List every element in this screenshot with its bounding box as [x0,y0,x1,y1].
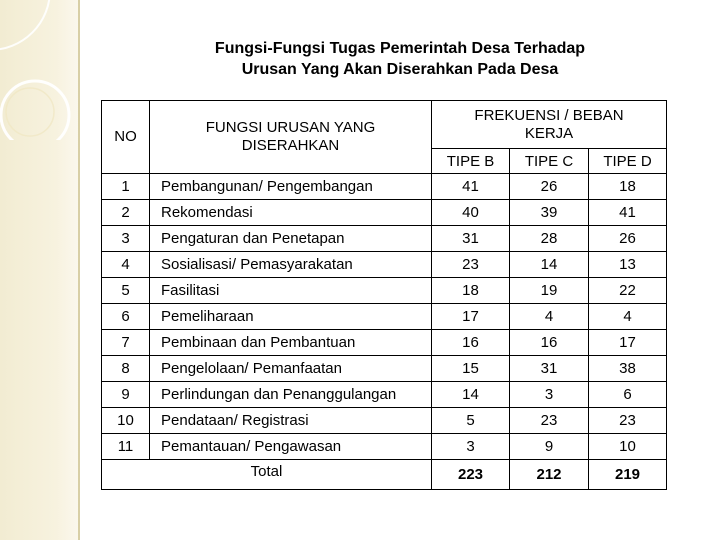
row-no: 10 [102,408,150,434]
table-row [102,304,667,330]
row-tipe-d: 6 [589,382,667,408]
table-row [102,278,667,304]
row-tipe-c: 9 [510,434,589,460]
row-tipe-b: 23 [432,252,510,278]
row-tipe-b: 40 [432,200,510,226]
table-row [102,226,667,252]
row-fungsi: Perlindungan dan Penanggulangan [150,382,432,408]
row-tipe-b: 18 [432,278,510,304]
row-tipe-c: 31 [510,356,589,382]
row-fungsi: Pembangunan/ Pengembangan [150,174,432,200]
table-row [102,252,667,278]
header-tipe-b: TIPE B [432,149,510,174]
row-tipe-b: 16 [432,330,510,356]
row-tipe-b: 15 [432,356,510,382]
row-tipe-b: 5 [432,408,510,434]
row-fungsi: Pengelolaan/ Pemanfaatan [150,356,432,382]
header-frekuensi: FREKUENSI / BEBAN KERJA [432,101,667,149]
row-tipe-d: 26 [589,226,667,252]
table-row [102,356,667,382]
row-tipe-d: 4 [589,304,667,330]
row-fungsi: Pendataan/ Registrasi [150,408,432,434]
row-tipe-d: 13 [589,252,667,278]
header-fungsi: FUNGSI URUSAN YANG DISERAHKAN [150,101,432,174]
row-tipe-d: 41 [589,200,667,226]
header-row [102,101,667,149]
row-no: 11 [102,434,150,460]
row-fungsi: Pengaturan dan Penetapan [150,226,432,252]
row-tipe-c: 23 [510,408,589,434]
row-tipe-c: 28 [510,226,589,252]
row-tipe-b: 41 [432,174,510,200]
table-row [102,434,667,460]
row-tipe-c: 39 [510,200,589,226]
row-no: 1 [102,174,150,200]
total-tipe-b: 223 [432,460,510,490]
title-line-2: Urusan Yang Akan Diserahkan Pada Desa [241,61,559,78]
header-no: NO [102,101,150,174]
total-tipe-d: 219 [589,460,667,490]
row-tipe-c: 3 [510,382,589,408]
table-row [102,200,667,226]
table-row [102,382,667,408]
row-tipe-c: 19 [510,278,589,304]
row-tipe-c: 16 [510,330,589,356]
row-no: 7 [102,330,150,356]
total-label: Total [102,460,432,490]
table-row [102,330,667,356]
row-no: 6 [102,304,150,330]
row-no: 4 [102,252,150,278]
row-no: 8 [102,356,150,382]
row-tipe-b: 17 [432,304,510,330]
row-tipe-b: 31 [432,226,510,252]
total-tipe-c: 212 [510,460,589,490]
row-tipe-d: 22 [589,278,667,304]
row-fungsi: Pemantauan/ Pengawasan [150,434,432,460]
row-tipe-b: 14 [432,382,510,408]
header-tipe-d: TIPE D [589,149,667,174]
row-no: 3 [102,226,150,252]
row-no: 2 [102,200,150,226]
row-tipe-c: 26 [510,174,589,200]
row-tipe-d: 10 [589,434,667,460]
table-row [102,174,667,200]
row-fungsi: Sosialisasi/ Pemasyarakatan [150,252,432,278]
frequency-table [101,100,667,490]
row-tipe-c: 4 [510,304,589,330]
title-line-1: Fungsi-Fungsi Tugas Pemerintah Desa Terhadap [214,40,586,57]
row-fungsi: Pembinaan dan Pembantuan [150,330,432,356]
total-row [102,460,667,490]
row-tipe-d: 17 [589,330,667,356]
row-fungsi: Pemeliharaan [150,304,432,330]
row-tipe-d: 23 [589,408,667,434]
header-tipe-c: TIPE C [510,149,589,174]
table-row [102,408,667,434]
row-fungsi: Fasilitasi [150,278,432,304]
row-no: 9 [102,382,150,408]
row-no: 5 [102,278,150,304]
row-fungsi: Rekomendasi [150,200,432,226]
row-tipe-d: 18 [589,174,667,200]
row-tipe-b: 3 [432,434,510,460]
slide-title [120,38,680,80]
row-tipe-c: 14 [510,252,589,278]
row-tipe-d: 38 [589,356,667,382]
